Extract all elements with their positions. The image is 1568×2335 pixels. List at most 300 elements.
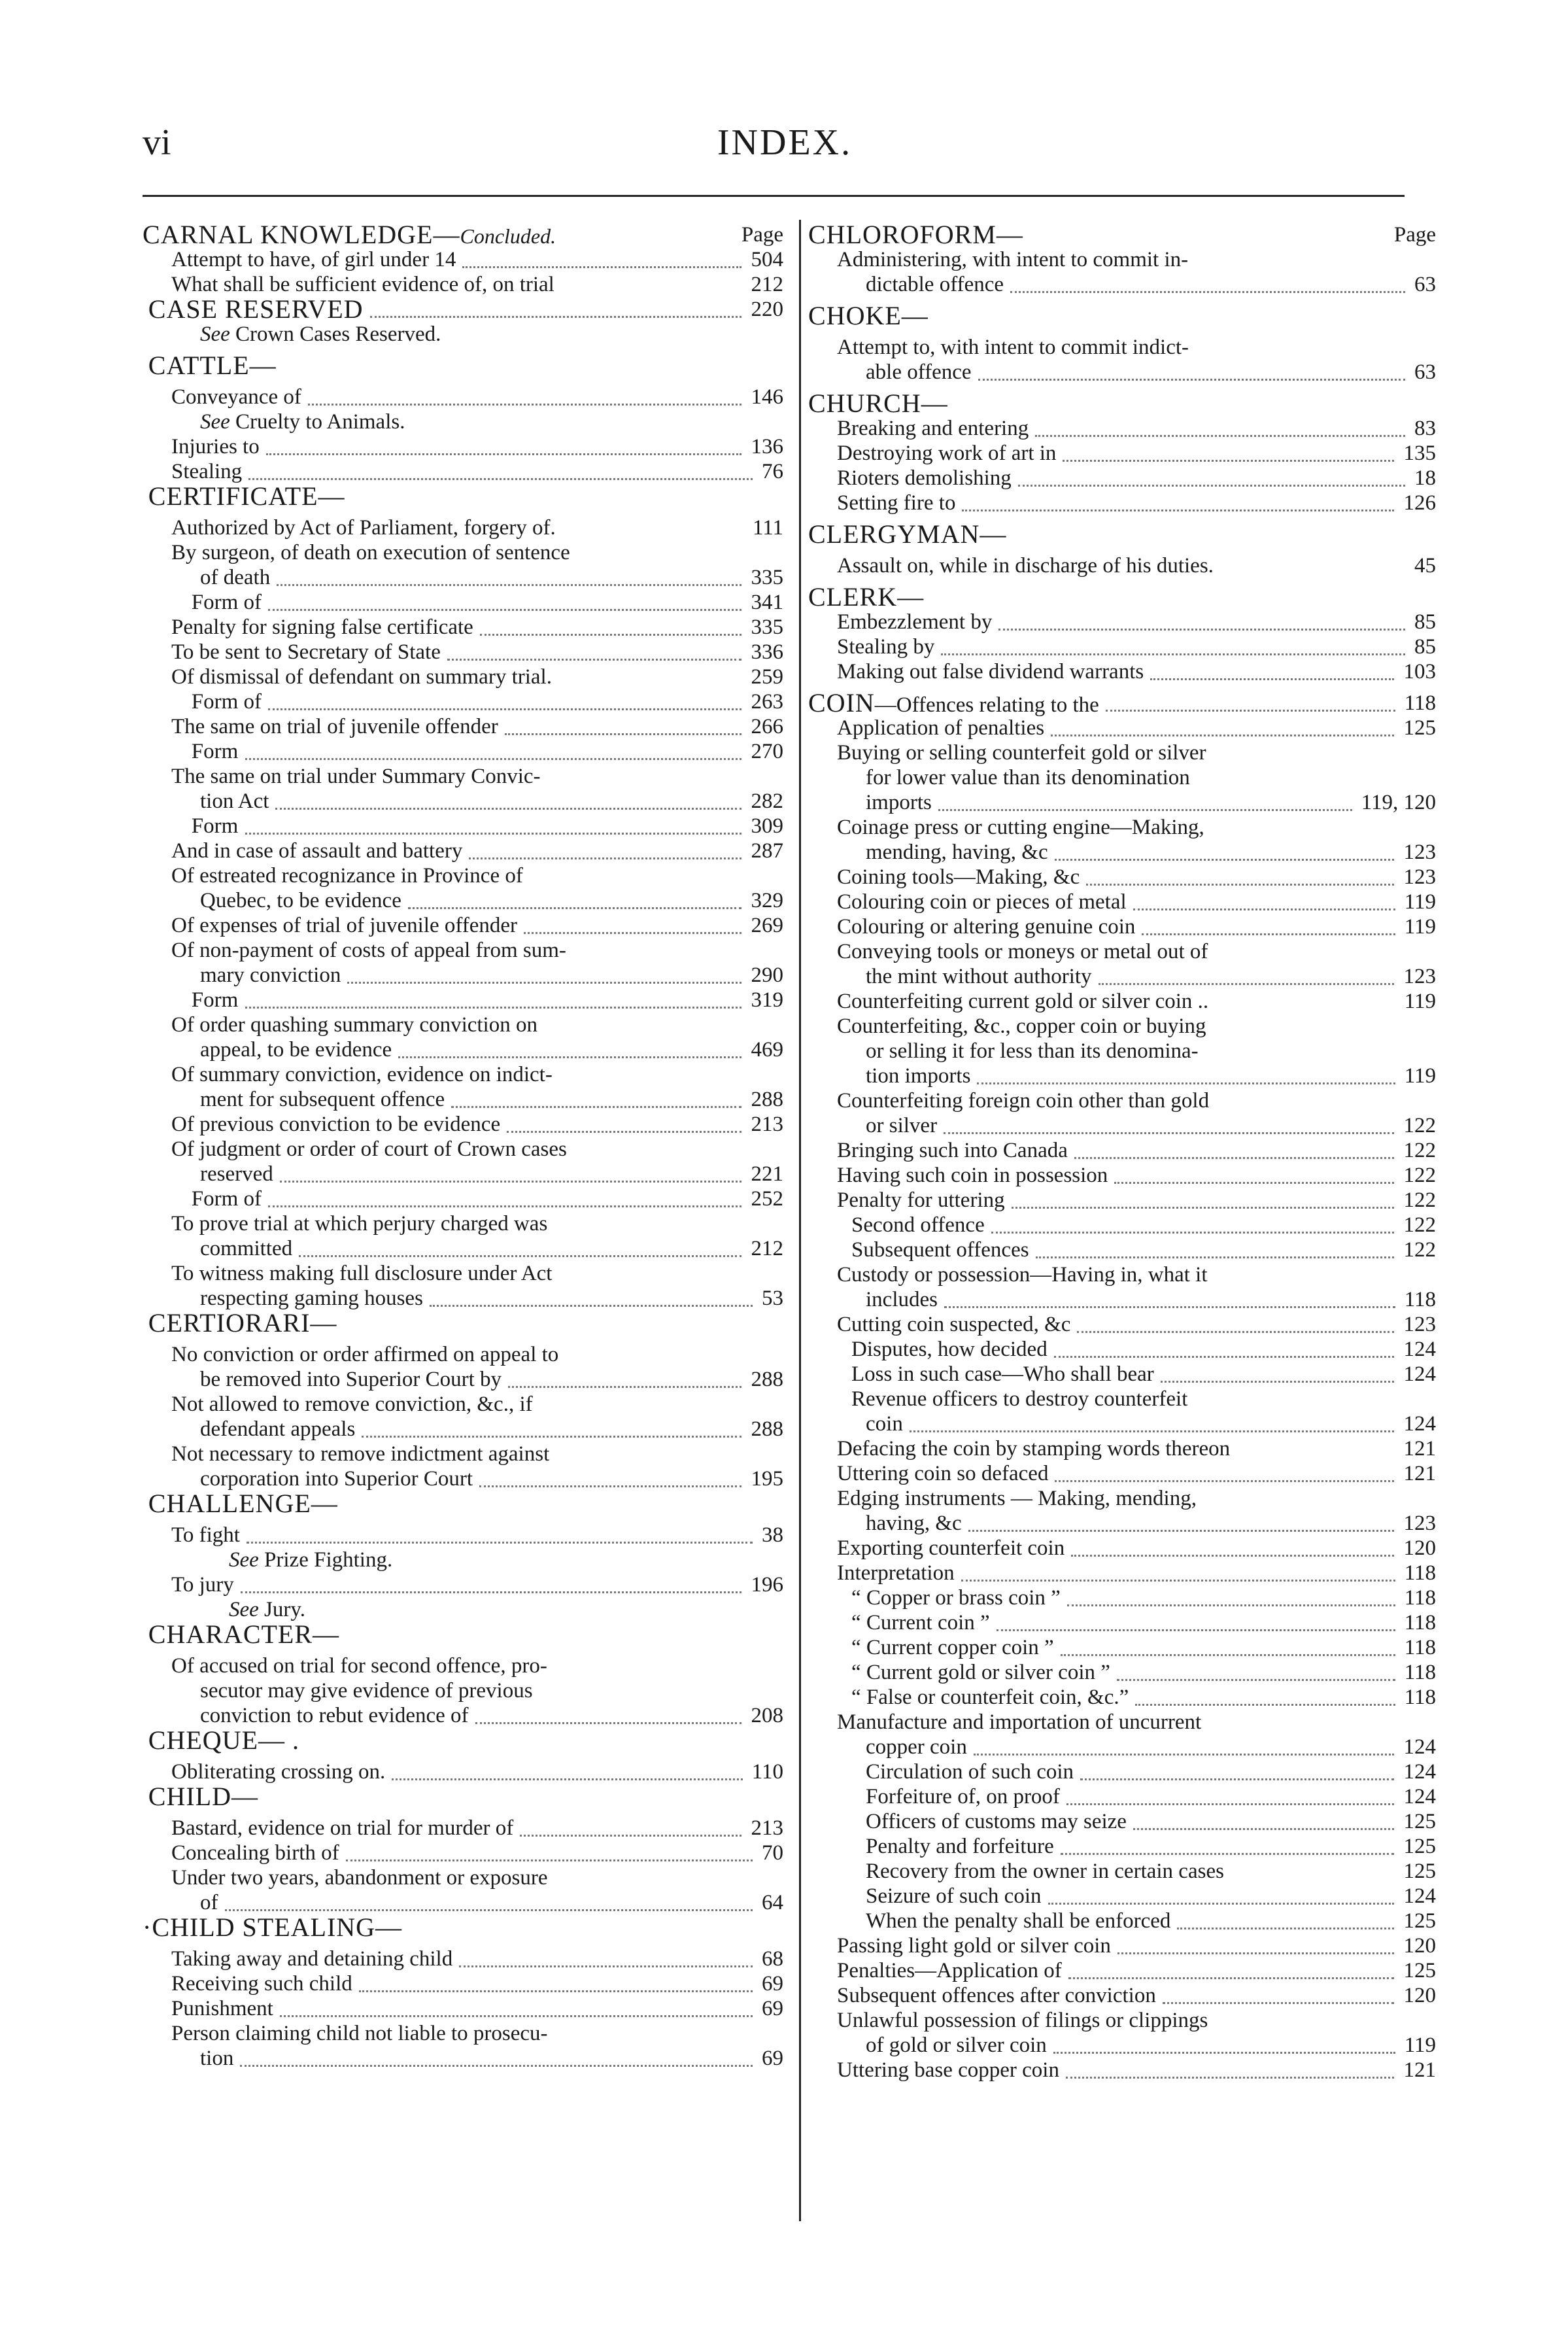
see-reference: See <box>229 1598 259 1621</box>
page-ref: 335 <box>751 615 783 639</box>
entry-text <box>171 913 517 938</box>
entry-label: Bastard, evidence on trial for murder of <box>171 1816 514 1840</box>
page-ref: 123 <box>1403 965 1436 988</box>
page-ref: 213 <box>751 1113 783 1136</box>
page-ref: 18 <box>1414 466 1436 490</box>
page-ref: 124 <box>1403 1884 1436 1908</box>
entry-label: Cruelty to Animals. <box>230 410 405 434</box>
entry-label: Counterfeiting, &c., copper coin or buying <box>837 1014 1206 1038</box>
page-ref: 119, 120 <box>1361 791 1436 814</box>
entry-text <box>171 1759 385 1784</box>
dot-leader <box>245 733 741 760</box>
entry-text <box>837 890 1127 914</box>
dot-leader <box>370 291 741 318</box>
dot-leader <box>1051 710 1394 736</box>
heading-text: CHOKE— <box>808 301 929 330</box>
entry-label: To fight <box>171 1523 240 1547</box>
dot-leader <box>308 379 741 406</box>
page-ref: 136 <box>751 435 783 458</box>
entry-text <box>200 888 401 913</box>
entry-label: Bringing such into Canada <box>837 1139 1068 1162</box>
index-entry <box>143 1186 783 1211</box>
entry-label: Crown Cases Reserved. <box>230 322 441 346</box>
dot-leader <box>268 1181 741 1207</box>
entry-label: Taking away and detaining child <box>171 1947 453 1971</box>
entry-label: Receiving such child <box>171 1972 352 1996</box>
heading-text: ·CHILD STEALING— <box>143 1912 403 1942</box>
dot-leader <box>524 907 741 934</box>
entry-label: committed <box>200 1237 293 1260</box>
page-ref: 83 <box>1414 417 1436 440</box>
entry-text <box>837 416 1029 441</box>
index-entry <box>808 659 1436 684</box>
entry-label: Uttering coin so defaced <box>837 1462 1049 1485</box>
entry-label: Exporting counterfeit coin <box>837 1536 1065 1560</box>
dot-leader <box>451 1081 741 1108</box>
entry-label: Attempt to have, of girl under 14 <box>171 248 456 271</box>
dot-leader <box>1177 1903 1394 1929</box>
entry-label: Authorized by Act of Parliament, forgery of. <box>171 516 556 540</box>
entry-label: conviction to rebut evidence of <box>200 1704 469 1727</box>
see-reference: See <box>200 410 230 434</box>
entry-text <box>851 1635 1054 1660</box>
heading-tail: —Offences relating to the <box>874 693 1099 717</box>
dot-leader <box>240 2040 753 2067</box>
dot-leader <box>268 584 741 611</box>
entry-label: be removed into Superior Court by <box>200 1368 502 1391</box>
page-ref: 125 <box>1403 716 1436 740</box>
dot-leader <box>1012 1182 1394 1209</box>
entry-label: Of expenses of trial of juvenile offender <box>171 914 518 937</box>
index-entry <box>143 2046 783 2071</box>
entry-text <box>808 222 1023 247</box>
page-ref: 68 <box>762 1947 783 1971</box>
dot-leader <box>398 1031 741 1058</box>
page-ref: 124 <box>1403 1362 1436 1386</box>
entry-label: To prove trial at which perjury charged was <box>171 1212 548 1236</box>
index-entry <box>143 515 783 540</box>
page-ref: 288 <box>751 1088 783 1111</box>
entry-text <box>851 1362 1154 1387</box>
page-ref: 85 <box>1414 610 1436 634</box>
index-entry <box>808 1834 1436 1859</box>
entry-text <box>866 1287 938 1312</box>
index-entry <box>143 839 783 863</box>
page-ref: 118 <box>1404 1561 1436 1585</box>
dot-leader <box>997 1604 1395 1631</box>
page-ref: 70 <box>762 1841 783 1865</box>
entry-label: To jury <box>171 1573 234 1597</box>
entry-label: By surgeon, of death on execution of sentence <box>171 541 570 564</box>
entry-label: Breaking and entering <box>837 417 1029 440</box>
entry-label: includes <box>866 1288 938 1311</box>
page-ref: 119 <box>1404 2033 1436 2057</box>
entry-label: imports <box>866 791 932 814</box>
index-entry <box>808 1983 1436 2008</box>
page-ref: 119 <box>1404 1064 1436 1088</box>
column-divider <box>799 220 801 2221</box>
entry-text <box>200 322 441 347</box>
entry-label: of gold or silver coin <box>866 2033 1047 2057</box>
entry-text <box>143 1912 403 1942</box>
entry-label: Application of penalties <box>837 716 1045 740</box>
page-ref: 252 <box>751 1187 783 1211</box>
entry-label: Assault on, while in discharge of his duties. <box>837 554 1214 578</box>
page-ref: 69 <box>762 1997 783 2020</box>
entry-text <box>171 1112 500 1137</box>
entry-label: Coinage press or cutting engine—Making, <box>837 816 1204 839</box>
entry-label: Jury. <box>258 1598 305 1621</box>
entry-text <box>866 1784 1060 1809</box>
dot-leader <box>1080 1754 1394 1780</box>
dot-leader <box>241 1566 741 1593</box>
page-ref: 123 <box>1403 1313 1436 1336</box>
entry-label: able offence <box>866 360 972 384</box>
dot-leader <box>1010 266 1405 293</box>
dot-leader <box>362 1411 741 1438</box>
dot-leader <box>1066 1778 1394 1805</box>
entry-label: Recovery from the owner in certain cases <box>866 1859 1224 1883</box>
entry-label: “ Current copper coin ” <box>851 1636 1054 1659</box>
page-title: INDEX. <box>717 122 853 163</box>
page-ref: 208 <box>751 1704 783 1727</box>
page-ref: 122 <box>1403 1188 1436 1212</box>
entry-text <box>866 360 972 385</box>
dot-leader <box>275 783 741 810</box>
index-entry <box>808 989 1436 1014</box>
entry-text <box>837 865 1080 890</box>
entry-text <box>837 1188 1005 1213</box>
dot-leader <box>245 982 741 1009</box>
entry-text <box>866 1834 1054 1859</box>
entry-label: Counterfeiting foreign coin other than gold <box>837 1089 1210 1113</box>
page-ref: 125 <box>1403 1810 1436 1833</box>
index-entry <box>808 740 1436 765</box>
entry-text <box>192 689 262 714</box>
entry-text <box>866 964 1092 989</box>
dot-leader <box>1048 1878 1394 1905</box>
entry-text <box>866 1759 1074 1784</box>
index-heading <box>143 1784 783 1809</box>
page-ref: 118 <box>1404 1686 1436 1709</box>
dot-leader <box>938 784 1352 811</box>
entry-label: To witness making full disclosure under Act <box>171 1262 553 1285</box>
entry-text <box>200 1703 469 1728</box>
entry-label: Under two years, abandonment or exposure <box>171 1866 548 1890</box>
entry-text <box>808 391 948 416</box>
entry-label: Embezzlement by <box>837 610 993 634</box>
entry-label: Disputes, how decided <box>851 1338 1048 1361</box>
page-ref: 124 <box>1403 1338 1436 1361</box>
entry-label: To be sent to Secretary of State <box>171 640 441 664</box>
index-entry <box>143 247 783 272</box>
entry-label: appeal, to be evidence <box>200 1038 392 1062</box>
entry-label: Of dismissal of defendant on summary trial. <box>171 665 552 689</box>
dot-leader <box>346 1835 753 1861</box>
entry-text <box>866 2033 1047 2058</box>
dot-leader <box>1099 958 1394 985</box>
index-heading <box>143 1491 783 1516</box>
header-rule <box>143 195 1405 197</box>
entry-label: Administering, with intent to commit in- <box>837 248 1189 271</box>
heading-text: CERTIORARI— <box>148 1308 337 1338</box>
page-ref: 85 <box>1414 635 1436 659</box>
entry-text <box>837 1958 1062 1983</box>
page-ref: 64 <box>762 1891 783 1914</box>
index-entry <box>143 913 783 938</box>
entry-label: Of non-payment of costs of appeal from sum- <box>171 939 566 962</box>
index-entry <box>143 1367 783 1392</box>
dot-leader <box>1036 1232 1394 1258</box>
dot-leader <box>447 634 741 661</box>
page-ref: 212 <box>751 1237 783 1260</box>
page-ref: 469 <box>751 1038 783 1062</box>
page-ref: 288 <box>751 1417 783 1441</box>
entry-text <box>200 1367 502 1392</box>
dot-leader <box>944 1281 1395 1308</box>
entry-label: Custody or possession—Having in, what it <box>837 1263 1208 1287</box>
entry-label: The same on trial under Summary Convic- <box>171 765 541 788</box>
index-entry <box>808 360 1436 385</box>
page-ref: 110 <box>751 1760 783 1784</box>
index-entry <box>808 1237 1436 1262</box>
dot-leader <box>941 629 1405 655</box>
heading-text: CHEQUE— . <box>148 1725 300 1755</box>
entry-label: Of order quashing summary conviction on <box>171 1013 537 1037</box>
entry-text <box>171 839 462 863</box>
index-entry <box>143 385 783 409</box>
heading-text: CLERGYMAN— <box>808 519 1007 549</box>
dot-leader <box>462 241 741 268</box>
entry-text <box>200 1890 218 1915</box>
page-ref: 103 <box>1403 660 1436 683</box>
page-ref: 135 <box>1403 441 1436 465</box>
entry-label: “ Current gold or silver coin ” <box>851 1661 1110 1684</box>
entry-label: or silver <box>866 1114 938 1137</box>
entry-text <box>837 659 1144 684</box>
entry-text <box>229 1597 305 1622</box>
see-reference: See <box>229 1548 259 1572</box>
entry-text <box>851 1685 1129 1710</box>
page-ref: 119 <box>1404 890 1436 914</box>
dot-leader <box>520 1810 741 1837</box>
dot-leader <box>247 1517 753 1544</box>
entry-label: of <box>200 1891 218 1914</box>
entry-text <box>837 1461 1048 1486</box>
entry-text <box>171 1342 558 1367</box>
dot-leader <box>1055 834 1394 861</box>
entry-label: Unlawful possession of filings or clippings <box>837 2009 1208 2032</box>
heading-text: CHILD— <box>148 1782 259 1811</box>
heading-text: CLERK— <box>808 582 925 612</box>
entry-text <box>171 1996 273 2021</box>
entry-text <box>851 1237 1029 1262</box>
index-entry <box>808 1014 1436 1039</box>
entry-label: Having such coin in possession <box>837 1164 1108 1187</box>
entry-text <box>837 989 1208 1014</box>
entry-text <box>148 1308 337 1338</box>
entry-text <box>171 434 260 459</box>
entry-text <box>837 1561 955 1585</box>
heading-note: Concluded. <box>460 224 556 248</box>
dot-leader <box>1150 653 1394 680</box>
heading-text: COIN <box>808 688 875 718</box>
page-ref: 121 <box>1403 2058 1436 2082</box>
dot-leader <box>1074 1132 1394 1159</box>
entry-text <box>148 353 277 378</box>
index-entry <box>808 1685 1436 1710</box>
heading-text: CARNAL KNOWLEDGE— <box>143 220 460 249</box>
page-ref: 269 <box>751 914 783 937</box>
page-ref: 212 <box>751 273 783 296</box>
entry-text <box>851 1610 990 1635</box>
entry-label: Concealing birth of <box>171 1841 339 1865</box>
entry-text <box>837 553 1214 578</box>
dot-leader <box>1054 1331 1394 1358</box>
page-ref: Page <box>741 223 783 247</box>
index-entry <box>808 1461 1436 1486</box>
entry-label: Form of <box>191 591 262 614</box>
entry-label: Of accused on trial for second offence, pro- <box>171 1654 547 1678</box>
page-ref: 221 <box>751 1162 783 1186</box>
index-entry <box>143 1841 783 1865</box>
page-ref: 120 <box>1403 1536 1436 1560</box>
index-entry <box>143 322 783 347</box>
entry-text <box>148 294 364 324</box>
entry-label: Seizure of such coin <box>866 1884 1042 1908</box>
entry-label: And in case of assault and battery <box>171 839 463 863</box>
entry-label: or selling it for less than its denomina- <box>866 1039 1199 1063</box>
page-ref: 504 <box>751 248 783 271</box>
dot-leader <box>1067 1580 1395 1606</box>
entry-label: the mint without authority <box>866 965 1092 988</box>
dot-leader <box>245 808 741 835</box>
page-ref: 220 <box>751 298 783 321</box>
entry-label: mary conviction <box>200 963 341 987</box>
dot-leader <box>1163 1977 1394 2004</box>
entry-text <box>192 814 239 839</box>
page-ref: 120 <box>1403 1984 1436 2007</box>
page-ref: 122 <box>1403 1213 1436 1237</box>
heading-text: CATTLE— <box>148 351 277 380</box>
entry-text <box>866 1064 970 1088</box>
entry-text <box>171 385 301 409</box>
index-entry <box>808 790 1436 815</box>
entry-label: Counterfeiting current gold or silver coin .. <box>837 990 1209 1013</box>
entry-text <box>866 1411 903 1436</box>
entry-text <box>148 1619 340 1649</box>
heading-text: CHALLENGE— <box>148 1489 338 1518</box>
dot-leader <box>962 485 1394 511</box>
dot-leader <box>475 1697 741 1724</box>
index-entry <box>143 1597 783 1622</box>
entry-text <box>148 1491 338 1516</box>
entry-text <box>171 247 456 272</box>
index-entry <box>808 1362 1436 1387</box>
index-heading <box>143 1619 783 1649</box>
entry-label: coin <box>866 1412 903 1436</box>
page-ref: 124 <box>1403 1735 1436 1759</box>
entry-text <box>200 1417 355 1442</box>
entry-label: corporation into Superior Court <box>200 1467 473 1491</box>
entry-label: Penalty and forfeiture <box>866 1835 1054 1858</box>
page-ref: 121 <box>1403 1462 1436 1485</box>
dot-leader <box>359 1965 753 1992</box>
index-entry <box>143 1112 783 1137</box>
entry-text <box>851 1337 1048 1362</box>
dot-leader <box>977 1058 1395 1084</box>
entry-text <box>808 519 1007 549</box>
entry-label: Conveyance of <box>171 385 301 409</box>
page-ref: 125 <box>1403 1909 1436 1933</box>
index-entry <box>808 716 1436 740</box>
entry-label: Rioters demolishing <box>837 466 1012 490</box>
dot-leader <box>459 1941 753 1967</box>
entry-text <box>837 1312 1070 1337</box>
entry-label: The same on trial of juvenile offender <box>171 715 498 738</box>
entry-text <box>171 1572 234 1597</box>
entry-text <box>837 716 1044 740</box>
dot-leader <box>280 1990 753 2017</box>
index-entry <box>143 1037 783 1062</box>
dot-leader <box>1061 1629 1395 1656</box>
dot-leader <box>299 1230 741 1257</box>
entry-label: Colouring coin or pieces of metal <box>837 890 1127 914</box>
dot-leader <box>1055 1455 1394 1482</box>
entry-label: Second offence <box>851 1213 985 1237</box>
entry-label: Interpretation <box>837 1561 955 1585</box>
entry-label: Coining tools—Making, &c <box>837 865 1080 889</box>
index-entry <box>143 1653 783 1678</box>
dot-leader <box>1161 1356 1394 1383</box>
index-entry <box>808 1411 1436 1436</box>
dot-leader <box>479 1461 741 1487</box>
page-ref: 122 <box>1403 1238 1436 1262</box>
page-ref: 213 <box>751 1816 783 1840</box>
dot-leader <box>1117 1928 1394 1954</box>
entry-label: Of judgment or order of court of Crown cases <box>171 1137 567 1161</box>
page-ref: 259 <box>751 665 783 689</box>
entry-text <box>200 1087 445 1112</box>
entry-label: tion <box>200 2047 234 2070</box>
entry-label: Quebec, to be evidence <box>200 889 401 912</box>
entry-label: Person claiming child not liable to prosecu- <box>171 2022 548 2045</box>
entry-text <box>837 491 955 515</box>
dot-leader <box>1061 1828 1394 1855</box>
dot-leader <box>1106 685 1395 712</box>
entry-label: Penalty for uttering <box>837 1188 1005 1212</box>
page-number: vi <box>143 122 171 163</box>
page-ref: 270 <box>751 740 783 763</box>
index-entry <box>808 1064 1436 1088</box>
entry-label: Setting fire to <box>837 491 956 515</box>
dot-leader <box>392 1754 743 1780</box>
index-heading <box>143 1725 783 1755</box>
dot-leader <box>248 453 753 480</box>
page-ref: 118 <box>1404 1636 1436 1659</box>
page-ref: 118 <box>1404 1288 1436 1311</box>
index-entry <box>808 914 1436 939</box>
entry-text <box>192 590 262 615</box>
entry-label: Penalties—Application of <box>837 1959 1062 1982</box>
dot-leader <box>968 1505 1394 1532</box>
entry-label: Penalty for signing false certificate <box>171 615 473 639</box>
dot-leader <box>1114 1157 1394 1184</box>
entry-label: Of estreated recognizance in Province of <box>171 864 523 888</box>
dot-leader <box>430 1280 753 1307</box>
entry-text <box>837 740 1206 765</box>
page-ref: 76 <box>762 460 783 483</box>
